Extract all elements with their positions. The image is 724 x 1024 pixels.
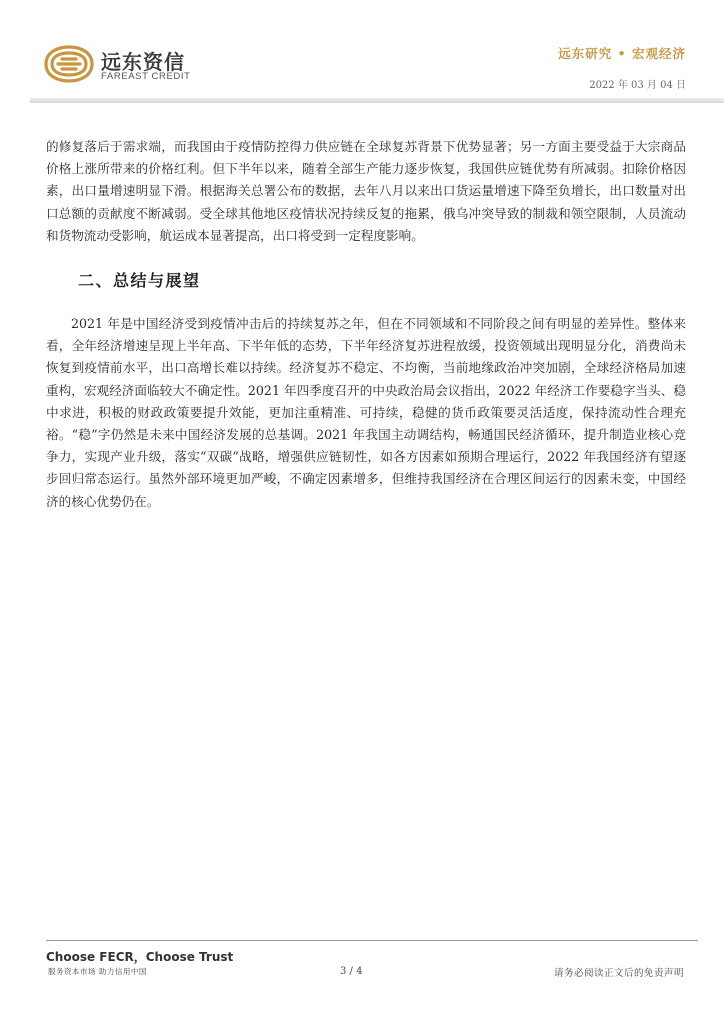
- summary-paragraph: 2021 年是中国经济受到疫情冲击后的持续复苏之年，但在不同领域和不同阶段之间有明显的差异性。整体来看，全年经济增速呈现上半年高、下半年低的态势，下半年经济复苏进程放缓，投资领域出现明显分化，消费尚未恢复到疫情前水平，出口高增长难以持续。经济复苏不稳定、不均衡，当前地缘政治冲突加剧，全球经济格局加速重构，宏观经济面临较大不确定性。2021 年四季度召开的中央政治局会议指出，2022 年经济工作要稳字当头、稳中求进，积极的财政政策要提升效能，更加注重精准、可持续，稳健的货币政策要灵活适度，保持流动性合理充裕。“稳”字仍然是未来中国经济发展的总基调。2021 年我国主动调结构，畅通国民经济循环，提升制造业核心竞争力，实现产业升级，落实“双碳”战略，增强供应链韧性，如各方因素如预期合理运行，2022 年我国经济有望逐步回归常态运行。虽然外部环境更加严峻，不确定因素增多，但维持我国经济在合理区间运行的因素未变，中国经济的核心优势仍在。: [46, 316, 686, 509]
- footer-divider: [46, 940, 698, 941]
- page-number: 3 / 4: [340, 966, 363, 977]
- header-meta: [558, 44, 686, 91]
- report-body: [46, 136, 686, 513]
- logo-subtitle: FAREAST CREDIT: [101, 71, 191, 82]
- page-footer: [0, 930, 724, 1024]
- footer-slogan-subtitle: 服务资本市场 助力信用中国: [48, 967, 147, 976]
- logo-name: 远东资信: [101, 50, 185, 74]
- disclaimer-notice: 请务必阅读正文后的免责声明: [553, 968, 684, 979]
- fareast-credit-logo-icon: [42, 44, 96, 84]
- header-divider: [30, 98, 724, 103]
- page-header: [0, 0, 724, 104]
- intro-paragraph: 的修复落后于需求端，而我国由于疫情防控得力供应链在全球复苏背景下优势显著；另一方面主要受益于大宗商品价格上涨所带来的价格红利。但下半年以来，随着全部生产能力逐步恢复，我国供应链优势有所减弱。扣除价格因素，出口量增速明显下滑。根据海关总署公布的数据，去年八月以来出口货运量增速下降至负增长，出口数量对出口总额的贡献度不断减弱。受全球其他地区疫情状况持续反复的拖累，俄乌冲突导致的制裁和领空限制，人员流动和货物流动受影响，航运成本显著提高，出口将受到一定程度影响。: [46, 139, 686, 243]
- section-title: 二、总结与展望: [78, 271, 201, 291]
- footer-slogan: Choose FECR，Choose Trust: [46, 950, 234, 964]
- report-date: 2022 年 03 月 04 日: [589, 80, 686, 91]
- research-category: 远东研究 • 宏观经济: [558, 46, 686, 61]
